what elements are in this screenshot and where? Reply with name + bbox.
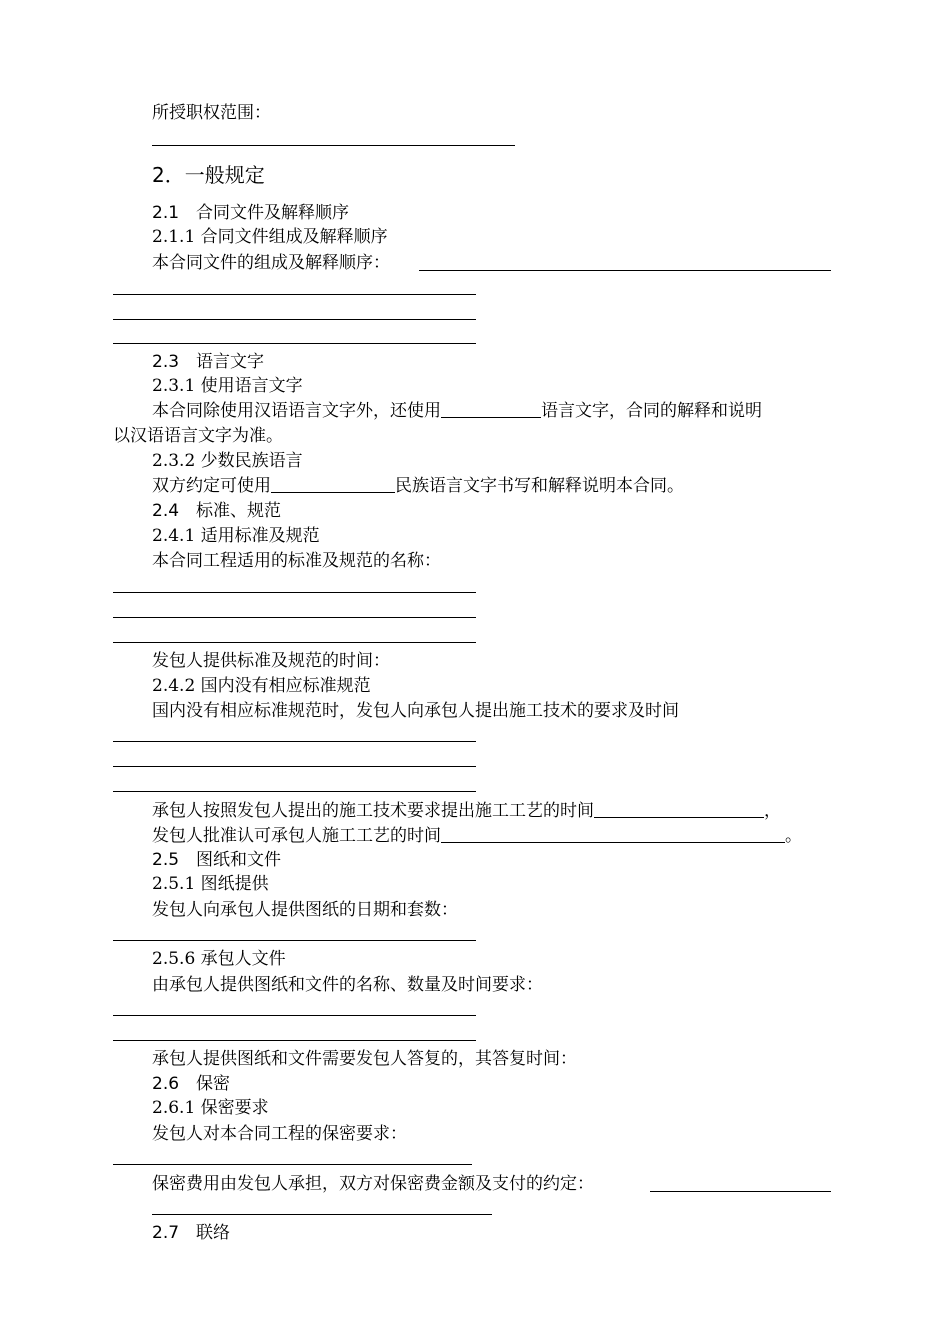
secrecy-cost-blank [650,1191,831,1192]
section-2-5-6-title: 2.5.6 承包人文件 [152,949,286,969]
standards-blank-line [113,617,476,618]
section-2-title: 2．一般规定 [152,163,265,187]
section-2-4-2-title: 2.4.2 国内没有相应标准规范 [152,676,371,696]
section-2-4-1-title: 2.4.1 适用标准及规范 [152,526,320,546]
contractor-docs-label: 由承包人提供图纸和文件的名称、数量及时间要求： [152,975,543,995]
drawing-date-label: 发包人向承包人提供图纸的日期和套数： [152,900,458,920]
minority-language-paragraph: 双方约定可使用 民族语言文字书写和解释说明本合同。 [152,476,684,496]
section-2-1-heading: 2.1 合同文件及解释顺序 [152,203,350,223]
auth-scope-blank [152,145,515,146]
language-paragraph-cont: 以汉语语言文字为准。 [113,426,283,446]
contractor-process-time: 承包人按照发包人提出的施工技术要求提出施工工艺的时间 ， [152,801,781,821]
section-2-3-2-title: 2.3.2 少数民族语言 [152,451,303,471]
auth-scope-label: 所授职权范围： [152,103,271,123]
language-paragraph: 本合同除使用汉语语言文字外，还使用 语言文字，合同的解释和说明 [152,401,762,421]
section-2-3-1-title: 2.3.1 使用语言文字 [152,376,303,396]
standards-blank-line [113,592,476,593]
section-2-5-1-title: 2.5.1 图纸提供 [152,874,269,894]
doc-order-blank-line [113,294,476,295]
section-2-5-heading: 2.5 图纸和文件 [152,850,282,870]
contractor-process-blank [594,801,764,818]
approve-process-time: 发包人批准认可承包人施工工艺的时间 。 [152,826,802,846]
secrecy-requirement-blank-line [113,1164,472,1165]
approve-process-blank [441,826,785,843]
contractor-docs-blank-line [113,1040,476,1041]
secrecy-cost-label: 保密费用由发包人承担，双方对保密费金额及支付的约定： [152,1174,594,1194]
doc-order-label: 本合同文件的组成及解释顺序： [152,253,390,273]
contractor-docs-blank-line [113,1015,476,1016]
doc-order-blank-line [113,343,476,344]
no-standard-blank-line [113,791,476,792]
section-2-1-1-title: 2.1.1 合同文件组成及解释顺序 [152,227,388,247]
no-standard-paragraph: 国内没有相应标准规范时，发包人向承包人提出施工技术的要求及时间 [152,701,679,721]
doc-order-blank [419,270,831,271]
section-2-7-heading: 2.7 联络 [152,1223,231,1243]
section-2-4-heading: 2.4 标准、规范 [152,501,282,521]
no-standard-blank-line [113,741,476,742]
standards-provide-time: 发包人提供标准及规范的时间： [152,651,390,671]
minority-language-blank [271,476,395,493]
doc-order-blank-line [113,319,476,320]
standards-label: 本合同工程适用的标准及规范的名称： [152,551,441,571]
standards-blank-line [113,642,476,643]
secrecy-cost-blank-line [152,1214,492,1215]
section-2-3-heading: 2.3 语言文字 [152,352,265,372]
no-standard-blank-line [113,766,476,767]
section-2-6-heading: 2.6 保密 [152,1074,231,1094]
secrecy-requirement-label: 发包人对本合同工程的保密要求： [152,1124,407,1144]
drawing-date-blank-line [113,940,476,941]
language-blank [441,401,541,418]
section-2-6-1-title: 2.6.1 保密要求 [152,1098,269,1118]
reply-time-label: 承包人提供图纸和文件需要发包人答复的，其答复时间： [152,1049,577,1069]
